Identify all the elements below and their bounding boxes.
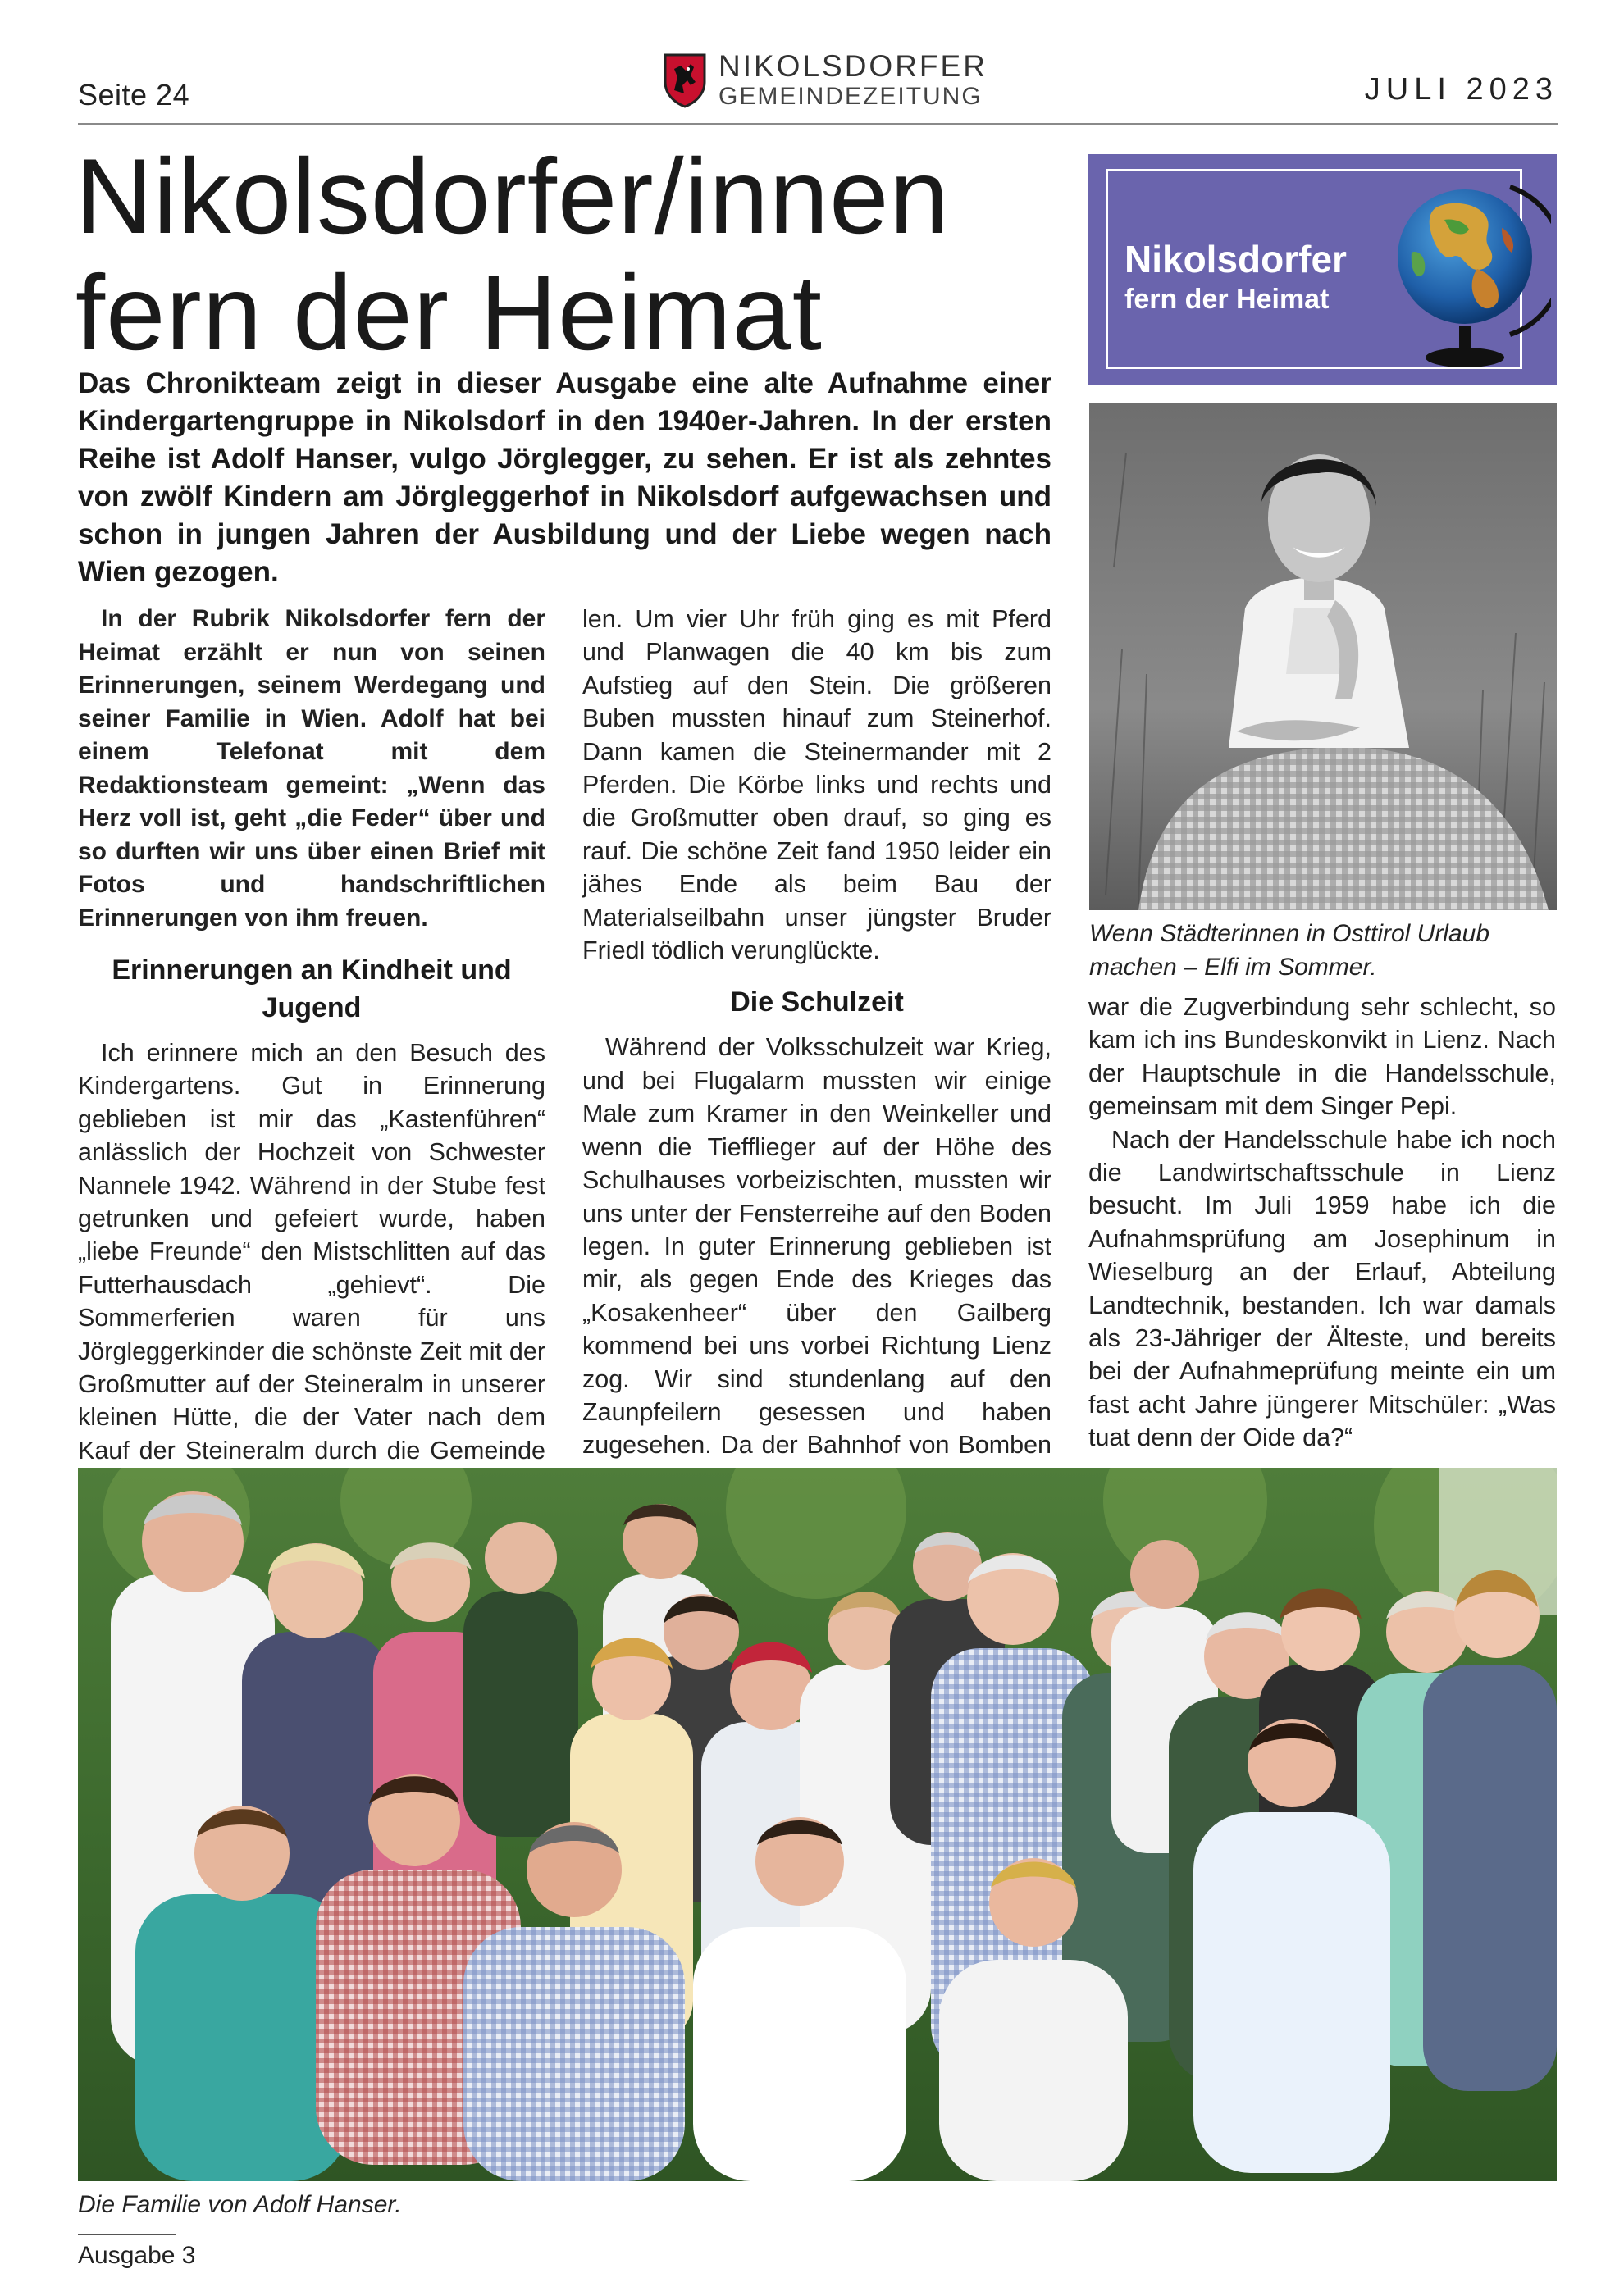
family-photo-caption: Die Familie von Adolf Hanser. bbox=[78, 2191, 402, 2218]
rubric-banner bbox=[1088, 154, 1557, 385]
banner-subtitle: fern der Heimat bbox=[1124, 284, 1330, 315]
photo-woman-in-meadow bbox=[1089, 403, 1557, 910]
portrait-photo bbox=[1089, 403, 1557, 910]
article-intro: In der Rubrik Nikolsdorfer fern der Heimat erzählt er nun von seinen Erinnerungen, seinem Werdegang und seiner Familie in Wien. Adolf hat bei einem Telefonat mit dem Redaktionsteam gemeint: „Wenn das Herz voll ist, geht „die Feder“ über und so durften wir uns über einen Brief mit Fotos und handschriftlichen Erinnerungen von ihm freuen. bbox=[78, 605, 545, 932]
issue-date: JULI 2023 bbox=[1364, 72, 1558, 107]
masthead-subtitle: GEMEINDEZEITUNG bbox=[718, 83, 983, 110]
article-column-3 bbox=[1088, 991, 1556, 1455]
body-paragraph: len. Um vier Uhr früh ging es mit Pferd und Planwagen die 40 km bis zum Aufstieg auf den Stein. Die größeren Buben mussten hinauf zum Steinerhof. Dann kamen die Steinermander mit 2 Pferden. Die Körbe links und rechts und die Großmutter oben drauf, so ging es rauf. Die schöne Zeit fand 1950 leider ein jähes Ende als beim Bau der Materialseilbahn unser jüngster Bruder Friedl tödlich verunglückte. bbox=[582, 605, 1051, 965]
body-paragraph: Nach der Handelsschule habe ich noch die Landwirtschaftsschule in Lienz besucht. Im Juli 1959 habe ich die Aufnahmsprüfung am Josephinum in Wieselburg an der Erlauf, Abteilung Landtechnik, bestanden. Ich war damals als 23-Jähriger der Älteste, und bereits bei der Aufnahmeprüfung meinte ein um fast acht Jahre jüngerer Mitschüler: „Was tuat denn der Oide da?“ bbox=[1088, 1125, 1556, 1452]
headline-line-1: Nikolsdorfer/innen bbox=[75, 136, 950, 256]
masthead bbox=[663, 51, 988, 109]
photo-family-group bbox=[78, 1468, 1557, 2181]
article-column-2 bbox=[582, 603, 1051, 1495]
coat-of-arms-icon bbox=[663, 52, 707, 108]
body-paragraph: Ich erinnere mich an den Besuch des Kindergartens. Gut in Erinnerung geblieben ist mir das „Kastenführen“ anlässlich der Hochzeit von Schwester Nannele 1942. Während in der Stube fest getrunken und gefeiert wurde, haben „liebe Freunde“ den Mistschlitten auf das Futterhausdach „gehievt“. Die Sommerferien waren für uns Jörgleggerkinder die schönste Zeit mit der Großmutter auf der Steineralm in unserer kleinen Hütte, die der Vater nach dem Kauf der Steineralm durch die Gemeinde bbox=[78, 1039, 545, 1465]
body-paragraph: Während der Volksschulzeit war Krieg, und bei Flugalarm mussten wir einige Male zum Kramer in den Weinkeller und wenn die Tiefflieger auf der Höhe des Schulhauses vorbeizischten, mussten wir uns unter der Fensterreihe auf den Boden legen. In guter Erinnerung geblieben ist mir, als gegen Ende des Krieges das „Kosakenheer“ über den Gailberg kommend bei uns vorbei Richtung Lienz zog. Wir sind stundenlang auf den Zaunpfeilern gesessen und haben zugesehen. Da der Bahnhof von Bomben bbox=[582, 1033, 1051, 1460]
body-paragraph: war die Zugverbindung sehr schlecht, so kam ich ins Bundeskonvikt in Lienz. Nach der Hauptschule in die Handelsschule, gemeinsam mit dem Singer Pepi. bbox=[1088, 993, 1556, 1121]
globe-icon bbox=[1387, 171, 1551, 376]
page-number: Seite 24 bbox=[78, 78, 190, 112]
header-divider bbox=[78, 123, 1558, 125]
article-column-1 bbox=[78, 603, 545, 1533]
section-heading-kindheit: Erinnerungen an Kindheit und Jugend bbox=[112, 954, 512, 1023]
issue-number: Ausgabe 3 bbox=[78, 2242, 196, 2269]
section-heading-schulzeit: Die Schulzeit bbox=[730, 986, 904, 1018]
headline-line-2: fern der Heimat bbox=[75, 253, 823, 372]
banner-title: Nikolsdorfer bbox=[1124, 238, 1347, 280]
family-photo bbox=[78, 1468, 1557, 2181]
footer-divider bbox=[78, 2234, 176, 2235]
article-lead: Das Chronikteam zeigt in dieser Ausgabe eine alte Aufnahme einer Kindergartengruppe in Nikolsdorf in den 1940er-Jahren. In der ersten Reihe ist Adolf Hanser, vulgo Jörglegger, zu sehen. Er ist als zehntes von zwölf Kindern am Jörgleggerhof in Nikolsdorf aufgewachsen und schon in jungen Jahren der Ausbildung und der Liebe wegen nach Wien gezogen. bbox=[78, 367, 1051, 588]
portrait-caption: Wenn Städterinnen in Osttirol Urlaub machen – Elfi im Sommer. bbox=[1089, 920, 1490, 981]
article-headline bbox=[75, 138, 1060, 371]
masthead-title: NIKOLSDORFER bbox=[718, 49, 988, 83]
